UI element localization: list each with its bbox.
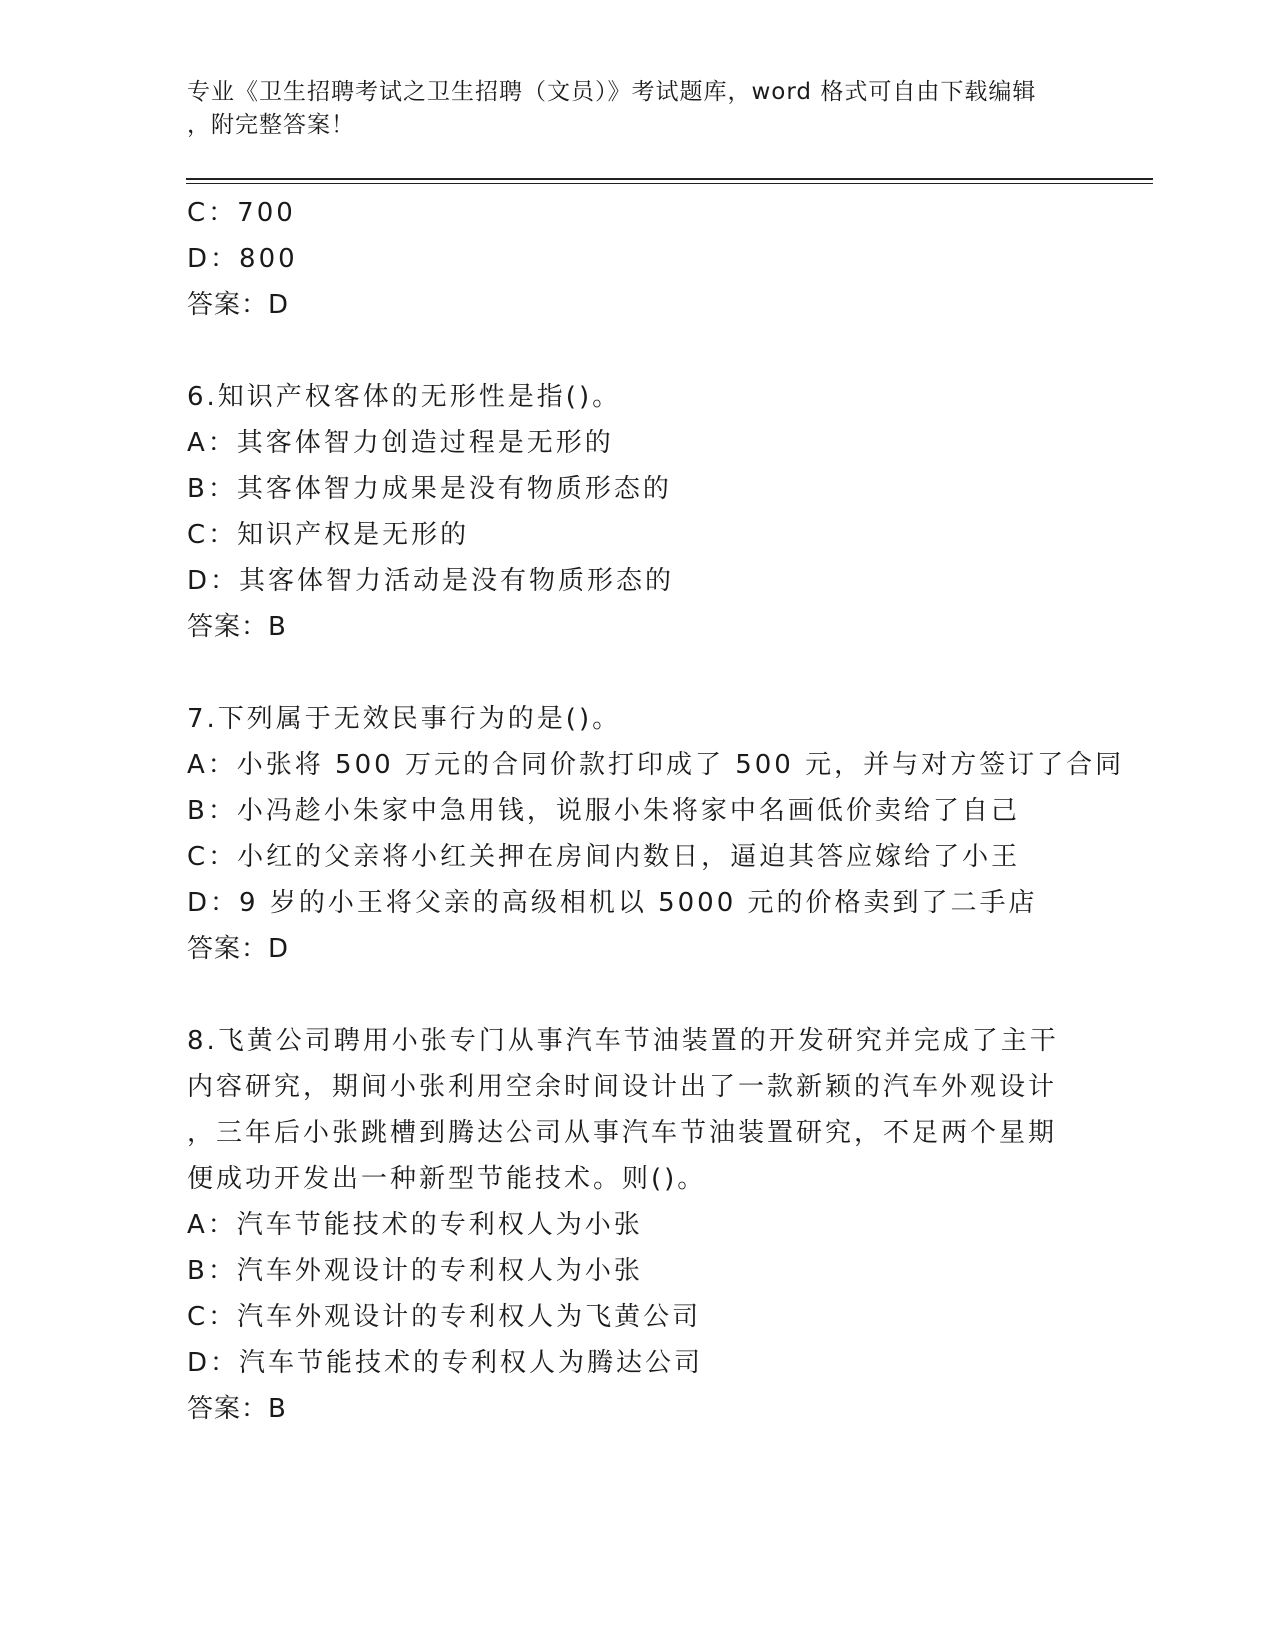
option-a: A：汽车节能技术的专利权人为小张 [187,1210,643,1240]
question-stem-line: 内容研究，期间小张利用空余时间设计出了一款新颖的汽车外观设计 [187,1072,1058,1102]
question-7 [187,696,1125,972]
answer-line: 答案：D [187,290,290,320]
document-header: 专业《卫生招聘考试之卫生招聘（文员）》考试题库，word 格式可自由下载编辑 ，附完整答案！ [187,79,1037,138]
answer-line: 答案：B [187,612,287,642]
header-rule-thin [186,183,1153,184]
question-stem: 6.知识产权客体的无形性是指()。 [187,382,622,412]
option-d: D：其客体智力活动是没有物质形态的 [187,566,675,596]
question-8 [187,1018,1087,1432]
spacer [187,650,1087,696]
option-a: A：其客体智力创造过程是无形的 [187,428,614,458]
option-b: B：其客体智力成果是没有物质形态的 [187,474,672,504]
option-d: D：9 岁的小王将父亲的高级相机以 5000 元的价格卖到了二手店 [187,888,1038,918]
question-5-continued [187,190,1087,328]
option-a: A：小张将 500 万元的合同价款打印成了 500 元，并与对方签订了合同 [187,750,1125,780]
spacer [187,972,1087,1018]
question-stem-line: ，三年后小张跳槽到腾达公司从事汽车节油装置研究，不足两个星期 [187,1118,1058,1148]
answer-line: 答案：D [187,934,290,964]
option-b: B：汽车外观设计的专利权人为小张 [187,1256,643,1286]
question-content [187,190,1125,1432]
option-c: C：知识产权是无形的 [187,520,470,550]
spacer [187,328,1087,374]
question-stem: 7.下列属于无效民事行为的是()。 [187,704,622,734]
question-stem-line: 便成功开发出一种新型节能技术。则()。 [187,1164,707,1194]
option-d: D：800 [187,244,298,274]
option-c: C：汽车外观设计的专利权人为飞黄公司 [187,1302,702,1332]
header-rule-thick [186,178,1153,180]
option-c: C：700 [187,198,296,228]
option-c: C：小红的父亲将小红关押在房间内数日，逼迫其答应嫁给了小王 [187,842,1021,872]
question-stem-line: 8.飞黄公司聘用小张专门从事汽车节油装置的开发研究并完成了主干 [187,1026,1059,1056]
option-b: B：小冯趁小朱家中急用钱，说服小朱将家中名画低价卖给了自己 [187,796,1020,826]
question-6 [187,374,1087,650]
option-d: D：汽车节能技术的专利权人为腾达公司 [187,1348,704,1378]
answer-line: 答案：B [187,1394,287,1424]
